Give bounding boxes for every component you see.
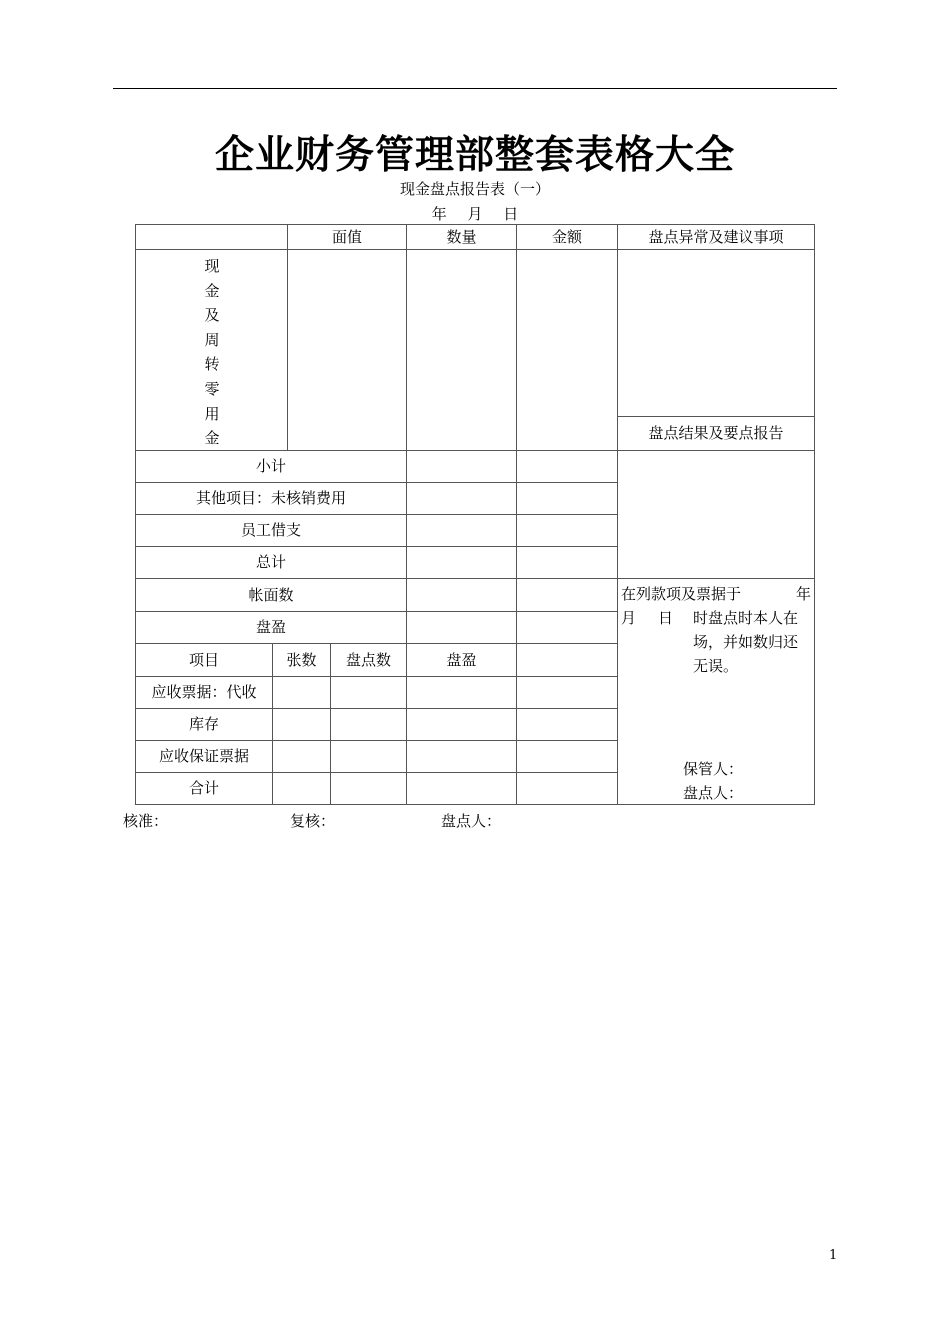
row-book-amount: 帐面数 [248, 585, 294, 604]
bill-row-guarantee: 应收保证票据 [158, 747, 249, 765]
row-other-items: 其他项目：未核销费用 [195, 489, 346, 507]
vertical-char: 金 [204, 429, 220, 448]
document-title: 企业财务管理部整套表格大全 [214, 133, 735, 178]
row-surplus: 盘盈 [255, 618, 286, 636]
vertical-char: 及 [204, 306, 220, 325]
header-quantity: 数量 [446, 227, 477, 246]
vertical-char: 金 [204, 281, 220, 300]
header-anomaly: 盘点异常及建议事项 [648, 227, 784, 246]
date-month: 月 [467, 205, 483, 223]
footer-approve: 核准： [123, 812, 169, 830]
counter-label: 盘点人： [683, 784, 744, 802]
vertical-char: 现 [204, 257, 220, 275]
statement-line1: 在列款项及票据于 [621, 585, 742, 603]
vertical-char: 转 [204, 355, 220, 374]
bill-row-stock: 库存 [188, 715, 219, 733]
vertical-char: 用 [204, 404, 220, 423]
keeper-label: 保管人： [683, 760, 744, 778]
row-employee-loan: 员工借支 [240, 521, 301, 539]
header-amount: 金额 [551, 227, 582, 246]
vertical-char: 零 [204, 379, 220, 398]
subheader-sheets: 张数 [286, 650, 317, 669]
header-face-value: 面值 [331, 227, 362, 246]
statement-line2: 时盘点时本人在场，并如数归还无误。 [693, 609, 799, 675]
subheader-surplus: 盘盈 [446, 650, 477, 669]
statement-year: 年 [795, 585, 811, 603]
subheader-count: 盘点数 [345, 650, 391, 669]
sign-block [683, 757, 743, 805]
custody-statement [621, 582, 811, 678]
date-day: 日 [503, 205, 519, 223]
footer-counter: 盘点人： [441, 812, 502, 830]
bill-row-receivable: 应收票据：代收 [151, 683, 257, 701]
date-year: 年 [431, 205, 447, 223]
vertical-char: 周 [204, 330, 220, 349]
subheader-item: 项目 [188, 650, 219, 669]
page-number: 1 [829, 1248, 838, 1263]
row-total: 总计 [255, 553, 286, 571]
form-subtitle: 现金盘点报告表（一） [399, 180, 550, 198]
vertical-label [200, 254, 224, 451]
footer-review: 复核： [290, 812, 336, 830]
statement-day: 日 [658, 609, 674, 627]
bill-row-total: 合计 [188, 779, 219, 797]
result-header: 盘点结果及要点报告 [648, 424, 784, 442]
row-subtotal: 小计 [255, 457, 286, 475]
statement-month: 月 [621, 609, 637, 627]
